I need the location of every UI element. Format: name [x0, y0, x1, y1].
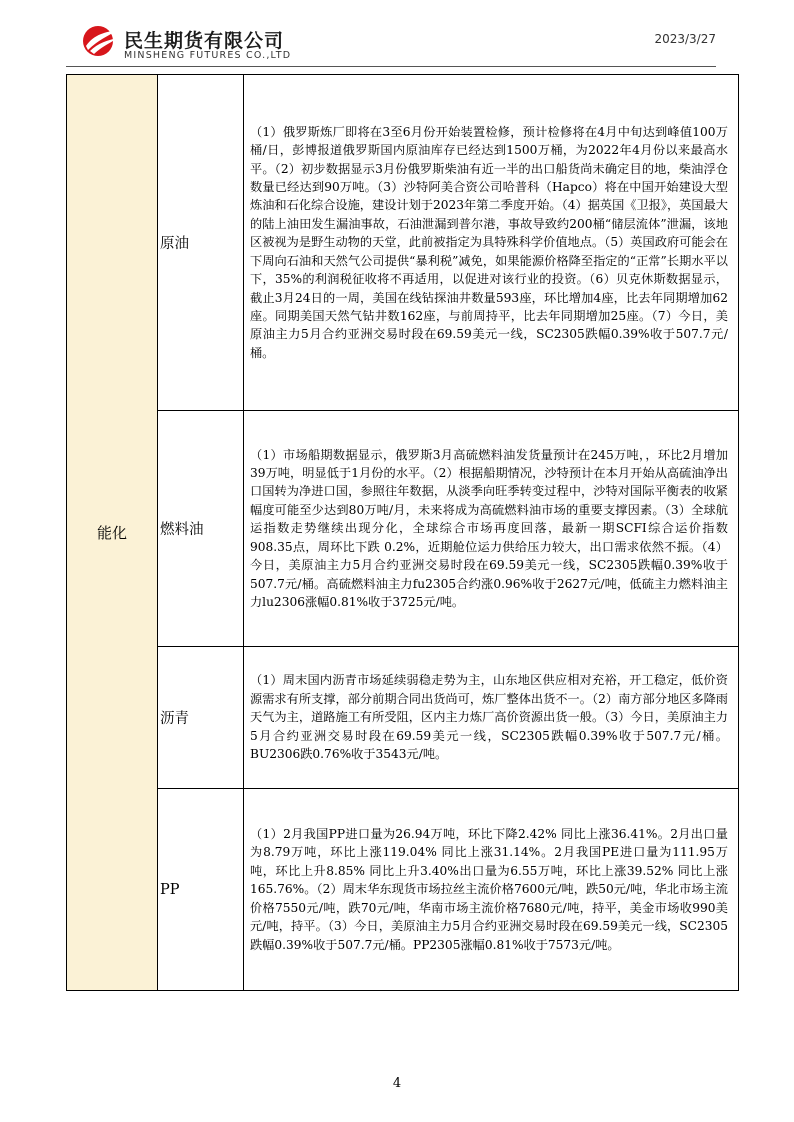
minsheng-logo-icon: [80, 24, 120, 58]
header-divider: [66, 66, 716, 67]
product-commentary-fuel-oil: （1）市场船期数据显示，俄罗斯3月高硫燃料油发货量预计在245万吨，，环比2月增加39万吨，明显低于1月份的水平。（2）根据船期情况，沙特预计在本月开始从高硫油净出口国转为净进口国，参照往年数据，从淡季向旺季转变过程中，沙特对国际平衡表的收紧幅度可能至少达到80万吨/月，未来将成为高硫燃料油市场的重要支撑因素。（3）全球航运指数走势继续出现分化，全球综合市场再度回落，最新一期SCFI综合运价指数 908.35点，周环比下跌 0.2%，近期舱位运力供给压力较大，出口需求依然不振。（4）今日，美原油主力5月合约亚洲交易时段在69.59美元一线，SC2305跌幅0.39%收于507.7元/桶。高硫燃料油主力fu2305合约涨0.96%收于2627元/吨，低硫主力燃料油主力lu2306涨幅0.81%收于3725元/吨。: [244, 411, 739, 647]
table-row: [67, 789, 739, 991]
page-header: [0, 0, 794, 70]
product-name-asphalt: 沥青: [158, 647, 244, 789]
commodity-table: [66, 74, 739, 991]
product-commentary-pp: （1）2月我国PP进口量为26.94万吨，环比下降2.42% 同比上涨36.41%。2月出口量为8.79万吨，环比上涨119.04% 同比上涨31.14%。2月我国PE进口量为111.95万吨，环比上升8.85% 同比上升3.40%出口量为6.55万吨，环比上涨39.52% 同比上涨165.76%。（2）周末华东现货市场拉丝主流价格7600元/吨，跌50元/吨，华北市场主流价格7550元/吨，跌70元/吨，华南市场主流价格7680元/吨，持平，美金市场收990美元/吨，持平。（3）今日，美原油主力5月合约亚洲交易时段在69.59美元一线，SC2305跌幅0.39%收于507.7元/桶。PP2305涨幅0.81%收于7573元/吨。: [244, 789, 739, 991]
company-name-en: MINSHENG FUTURES CO.,LTD: [124, 50, 292, 61]
product-name-fuel-oil: 燃料油: [158, 411, 244, 647]
table-row: [67, 647, 739, 789]
product-name-pp: PP: [158, 789, 244, 991]
sector-cell: 能化: [67, 75, 158, 991]
company-name-cn: 民生期货有限公司: [124, 30, 285, 52]
product-commentary-asphalt: （1）周末国内沥青市场延续弱稳走势为主，山东地区供应相对充裕，开工稳定，低价资源需求有所支撑，部分前期合同出货尚可，炼厂整体出货不一。（2）南方部分地区多降雨天气为主，道路施工有所受阻，区内主力炼厂高价资源出货一般。（3）今日，美原油主力5月合约亚洲交易时段在69.59美元一线，SC2305跌幅0.39%收于507.7元/桶。BU2306跌0.76%收于3543元/吨。: [244, 647, 739, 789]
table-row: [67, 75, 739, 411]
page-number: 4: [392, 1076, 402, 1091]
product-name-crude-oil: 原油: [158, 75, 244, 411]
product-commentary-crude-oil: （1）俄罗斯炼厂即将在3至6月份开始装置检修，预计检修将在4月中旬达到峰值100万桶/日，彭博报道俄罗斯国内原油库存已经达到1500万桶，为2022年4月份以来最高水平。（2）初步数据显示3月份俄罗斯柴油有近一半的出口船货尚未确定目的地，柴油浮仓数量已经达到90万吨。（3）沙特阿美合资公司哈普科（Hapco）将在中国开始建设大型炼油和石化综合设施，建设计划于2023年第二季度开始。（4）据英国《卫报》，英国最大的陆上油田发生漏油事故，石油泄漏到普尔港，事故导致约200桶“储层流体”泄漏，该地区被视为是野生动物的天堂，此前被指定为具特殊科学价值地点。（5）英国政府可能会在下周向石油和天然气公司提供“暴利税”减免，如果能源价格降至指定的“正常”长期水平以下，35%的利润税征收将不再适用，以促进对该行业的投资。（6）贝克休斯数据显示，截止3月24日的一周，美国在线钻探油井数量593座，环比增加4座，比去年同期增加62座。同期美国天然气钻井数162座，与前周持平，比去年同期增加25座。（7）今日，美原油主力5月合约亚洲交易时段在69.59美元一线，SC2305跌幅0.39%收于507.7元/桶。: [244, 75, 739, 411]
report-date: 2023/3/27: [654, 32, 716, 46]
table-row: [67, 411, 739, 647]
